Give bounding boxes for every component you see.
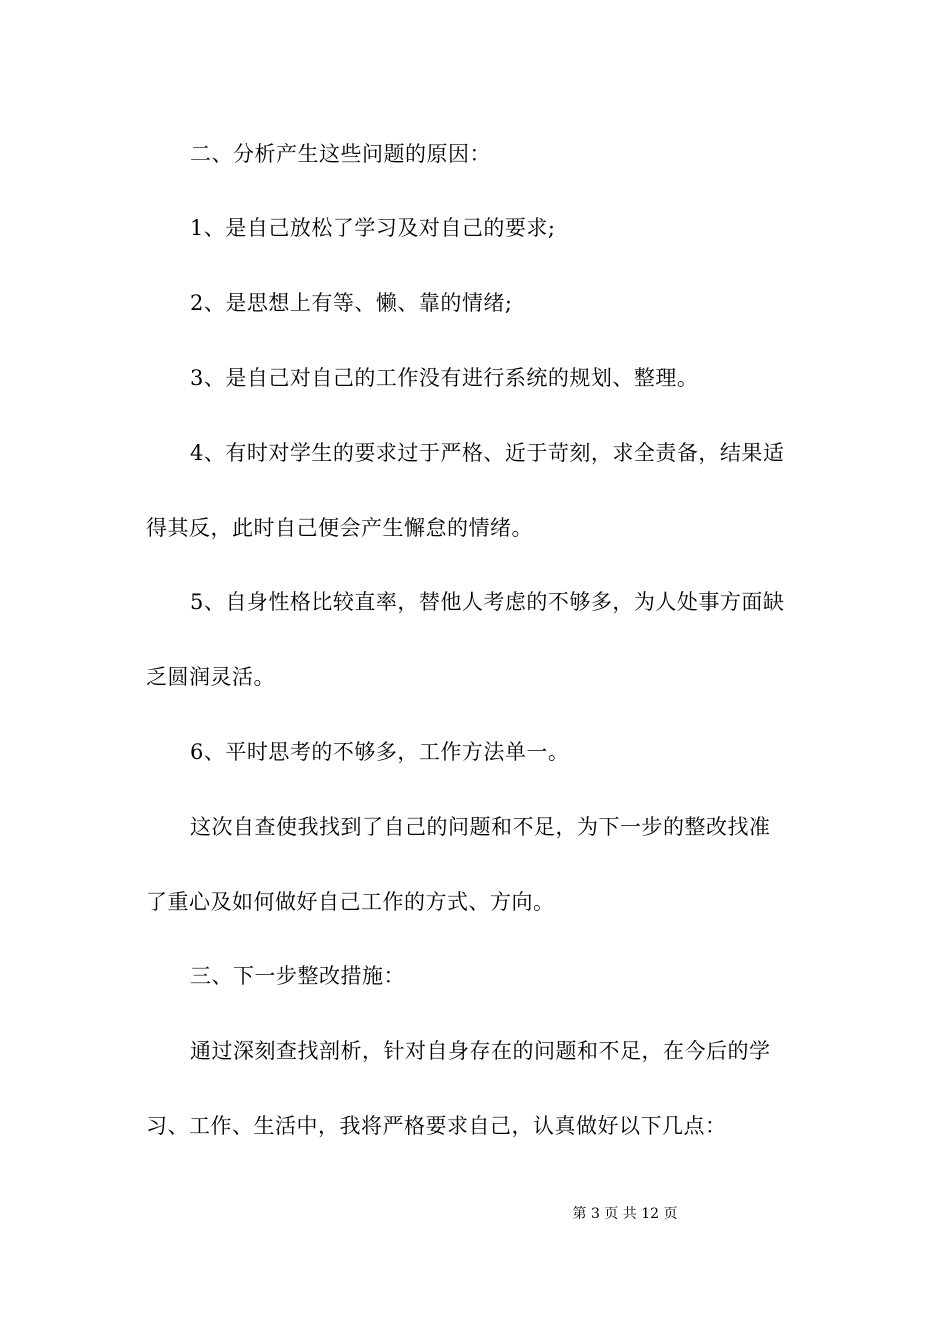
paragraph-line: 3、是自己对自己的工作没有进行系统的规划、整理。 bbox=[190, 366, 699, 390]
paragraph-line: 这次自查使我找到了自己的问题和不足，为下一步的整改找准 bbox=[190, 815, 771, 839]
paragraph-line: 2、是思想上有等、懒、靠的情绪; bbox=[190, 291, 513, 315]
paragraph-line: 得其反，此时自己便会产生懈怠的情绪。 bbox=[146, 516, 533, 540]
section-heading-measures: 三、下一步整改措施： bbox=[190, 964, 405, 988]
section-heading-causes: 二、分析产生这些问题的原因： bbox=[190, 142, 491, 166]
paragraph-line: 了重心及如何做好自己工作的方式、方向。 bbox=[146, 890, 555, 914]
paragraph-line: 1、是自己放松了学习及对自己的要求; bbox=[190, 216, 556, 240]
paragraph-line: 乏圆润灵活。 bbox=[146, 665, 275, 689]
paragraph-line: 习、工作、生活中，我将严格要求自己，认真做好以下几点： bbox=[146, 1114, 727, 1138]
page-number-footer: 第 3 页 共 12 页 bbox=[572, 1206, 678, 1222]
paragraph-line: 6、平时思考的不够多，工作方法单一。 bbox=[190, 740, 570, 764]
paragraph-line: 5、自身性格比较直率，替他人考虑的不够多，为人处事方面缺 bbox=[190, 590, 785, 614]
paragraph-line: 4、有时对学生的要求过于严格、近于苛刻，求全责备，结果适 bbox=[190, 441, 785, 465]
paragraph-line: 通过深刻查找剖析，针对自身存在的问题和不足，在今后的学 bbox=[190, 1039, 771, 1063]
